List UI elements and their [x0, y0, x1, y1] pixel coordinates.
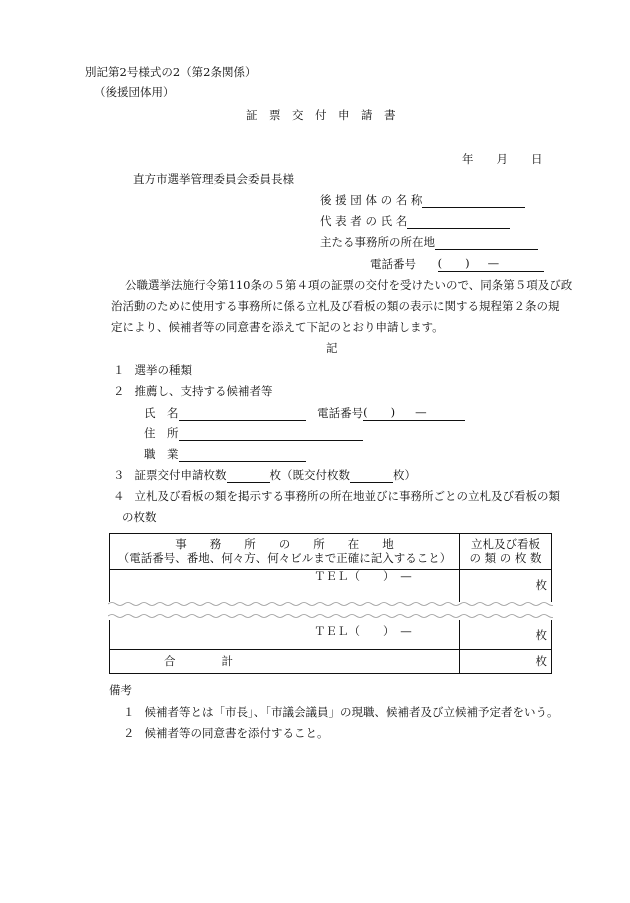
applicant-phone-field[interactable] — [370, 257, 544, 272]
count-cell[interactable] — [460, 570, 552, 602]
applicant-phone-label: 電話番号 — [370, 257, 416, 271]
header-count-line1: 立札及び看板 — [471, 536, 540, 551]
item-4-label-line1: 立札及び看板の類を掲示する事務所の所在地並びに事務所ごとの立札及び看板の類 — [134, 489, 560, 503]
rep-name-label: 代 表 者 の 氏 名 — [320, 214, 408, 228]
office-blank[interactable] — [435, 237, 538, 250]
remark-1-text: 候補者等とは「市長」、「市議会議員」の現職、候補者及び立候補予定者をいう。 — [144, 705, 559, 719]
org-name-label: 後 援 団 体 の 名 称 — [320, 193, 423, 207]
item-4 — [113, 490, 560, 504]
org-name-field[interactable] — [320, 194, 525, 208]
item-3-unit1: 枚（既交付枚数 — [269, 468, 350, 482]
total-label: 合 計 — [164, 653, 233, 668]
addressee: 直方市選挙管理委員会委員長様 — [133, 172, 294, 186]
item-1-label: 選挙の種類 — [134, 363, 192, 377]
org-name-blank[interactable] — [422, 195, 525, 208]
item-2-label: 推薦し、支持する候補者等 — [134, 384, 273, 398]
form-number: 別記第2号様式の2（第2条関係） — [85, 65, 257, 79]
ki-mark: 記 — [326, 341, 338, 355]
candidate-address-label: 住 所 — [144, 426, 179, 440]
office-label: 主たる事務所の所在地 — [320, 235, 435, 249]
total-count-cell[interactable] — [460, 650, 552, 674]
header-count-cell — [460, 534, 552, 570]
date-line: 年 月 日 — [462, 152, 543, 166]
item-3-unit2: 枚） — [393, 468, 416, 482]
candidate-phone-blank[interactable] — [363, 406, 465, 421]
table-row — [110, 570, 552, 602]
header-address-line2: （電話番号、番地、何々方、何々ビルまで正確に記入すること） — [117, 550, 452, 565]
header-address-line1: 事 務 所 の 所 在 地 — [175, 536, 394, 551]
count-unit: 枚 — [535, 628, 547, 643]
table-row — [110, 620, 552, 650]
rep-name-field[interactable] — [320, 215, 510, 229]
count-unit: 枚 — [535, 577, 547, 592]
candidate-phone-paren: ( ) — [363, 405, 396, 419]
remarks-title: 備考 — [109, 683, 132, 697]
item-1-num: １ — [113, 363, 125, 377]
header-address-cell — [110, 534, 460, 570]
candidate-phone-label: 電話番号 — [317, 406, 364, 420]
remark-2-num: ２ — [123, 726, 135, 740]
item-4-label-line2: の枚数 — [122, 510, 157, 524]
total-unit: 枚 — [535, 653, 547, 668]
office-field[interactable] — [320, 236, 538, 250]
remark-2-text: 候補者等の同意書を添付すること。 — [144, 726, 329, 740]
header-count-line2: の 類 の 枚 数 — [469, 550, 542, 565]
tel-text: ＴＥＬ（ ） — — [314, 569, 412, 583]
item-2-num: ２ — [113, 384, 125, 398]
requested-count-blank[interactable] — [227, 470, 270, 483]
total-label-cell — [110, 650, 460, 674]
item-2 — [113, 385, 273, 399]
body-line-3: 定により、候補者等の同意書を添えて下記のとおり申請します。 — [111, 320, 444, 334]
table-header-row — [110, 534, 552, 570]
candidate-job-field[interactable] — [144, 448, 306, 462]
candidate-job-label: 職 業 — [144, 447, 179, 461]
rep-name-blank[interactable] — [407, 216, 510, 229]
candidate-address-blank[interactable] — [179, 428, 363, 441]
item-3-label: 証票交付申請枚数 — [134, 468, 227, 482]
address-cell[interactable] — [110, 620, 460, 650]
count-cell[interactable] — [460, 620, 552, 650]
total-row — [110, 650, 552, 674]
phone-dash: — — [487, 256, 500, 270]
candidate-name-blank[interactable] — [179, 408, 306, 421]
candidate-address-field[interactable] — [144, 427, 363, 441]
issued-count-blank[interactable] — [350, 470, 393, 483]
body-line-1: 公職選挙法施行令第110条の５第４項の証票の交付を受けたいので、同条第５項及び政 — [125, 278, 573, 292]
table-break-wave — [108, 601, 553, 619]
usage-note: （後援団体用） — [94, 85, 175, 99]
remark-1 — [123, 706, 559, 720]
candidate-job-blank[interactable] — [179, 449, 306, 462]
candidate-name-field[interactable] — [144, 406, 465, 421]
item-4-num: ４ — [113, 489, 125, 503]
remark-1-num: １ — [123, 705, 135, 719]
address-cell[interactable] — [110, 570, 460, 602]
applicant-phone-blank[interactable] — [438, 257, 544, 272]
item-3[interactable] — [113, 469, 416, 483]
candidate-phone-dash: — — [415, 405, 427, 419]
item-1 — [113, 364, 192, 378]
item-3-num: ３ — [113, 468, 125, 482]
tel-text: ＴＥＬ（ ） — — [314, 624, 412, 639]
remark-2 — [123, 727, 329, 741]
document-title: 証 票 交 付 申 請 書 — [246, 108, 396, 122]
phone-paren: ( ) — [437, 256, 470, 270]
candidate-name-label: 氏 名 — [144, 406, 179, 420]
body-line-2: 治活動のために使用する事務所に係る立札及び看板の類の表示に関する規程第２条の規 — [111, 299, 560, 313]
